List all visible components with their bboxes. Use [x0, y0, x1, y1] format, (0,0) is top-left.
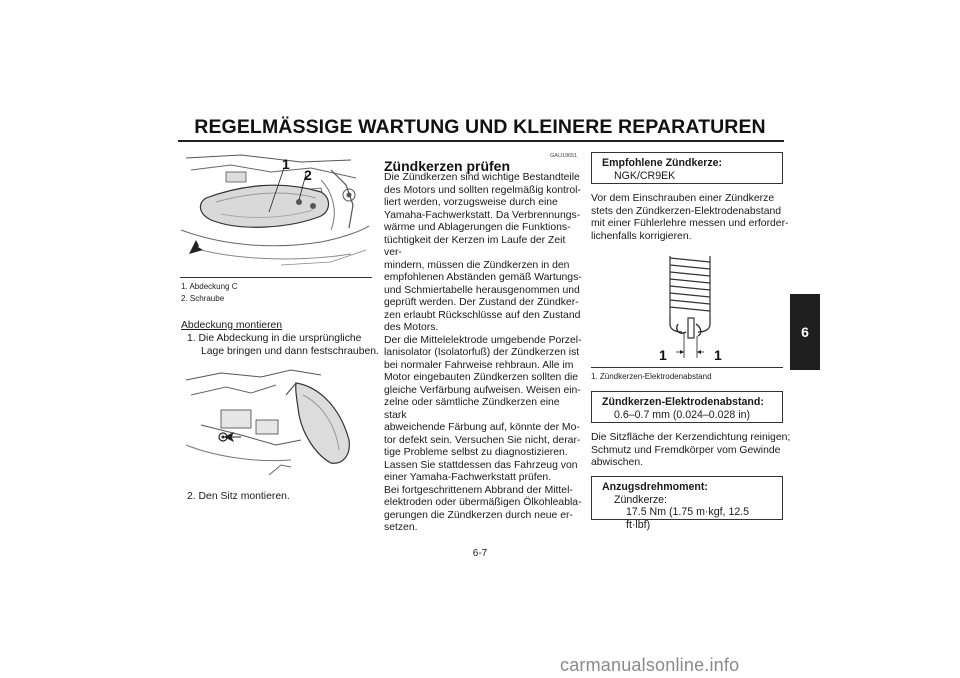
figure2-callout-1b: 1 — [714, 347, 722, 363]
paragraph-line: gerungen die Zündkerzen durch neue er- — [384, 509, 573, 521]
paragraph-line: abwischen. — [591, 457, 643, 468]
figure2-callout-1a: 1 — [659, 347, 667, 363]
paragraph-line: Vor dem Einschrauben einer Zündkerze — [591, 193, 775, 204]
paragraph-line: Yamaha-Fachwerkstatt. Da Verbrennungs- — [384, 209, 581, 221]
paragraph-line: des Motors und sollten regelmäßig kontrol- — [384, 184, 581, 196]
figure1-legend-2: 2. Schraube — [181, 294, 225, 303]
paragraph-line: Motor eingebauten Zündkerzen sollten die — [384, 372, 579, 383]
spec-box-label: Zündkerze: — [614, 493, 667, 506]
paragraph-line: geprüft werden. Der Zustand der Zündker- — [384, 297, 579, 308]
step-2: 2. Den Sitz montieren. — [187, 491, 290, 502]
spec-box-recommended-plug — [591, 152, 783, 184]
section-code: GAU19651 — [550, 153, 578, 159]
paragraph-line: mindern, müssen die Zündkerzen in den — [384, 259, 570, 271]
spec-box-electrode-gap — [591, 391, 783, 423]
paragraph-line: bei normaler Fahrweise rehbraun. Alle im — [384, 359, 574, 371]
spec-box-value: NGK/CR9EK — [614, 169, 676, 182]
spec-box-title: Empfohlene Zündkerze: — [602, 157, 723, 169]
spec-box-torque — [591, 476, 783, 531]
figure-spark-plug-gap — [640, 252, 740, 364]
paragraph-line: des Motors. — [384, 322, 439, 333]
paragraph-line: lichenfalls korrigieren. — [591, 230, 692, 242]
paragraph-line: Bei fortgeschrittenem Abbrand der Mittel- — [384, 484, 573, 496]
figure1-callout-1: 1 — [282, 156, 290, 172]
gap-instruction — [591, 193, 791, 243]
paragraph-line: empfohlenen Abständen gemäß Wartungs- — [384, 272, 582, 283]
spec-box-title: Anzugsdrehmoment: — [602, 481, 708, 493]
section-title: Zündkerzen prüfen — [384, 158, 511, 174]
paragraph-line: Lassen Sie stattdessen das Fahrzeug von — [384, 459, 578, 471]
figure-cover-mount — [181, 365, 369, 480]
paragraph-line: tige Probleme selbst zu diagnostizieren. — [384, 447, 568, 458]
step-1-line-1: 1. Die Abdeckung in die ursprüngliche — [187, 333, 362, 344]
paragraph-line: gleiche Verfärbung aufweisen. Weisen ein- — [384, 384, 581, 396]
header-rule — [178, 140, 784, 142]
subheading-cover-install: Abdeckung montieren — [181, 320, 283, 331]
spec-box-title: Zündkerzen-Elektrodenabstand: — [602, 396, 764, 408]
figure1-callout-2: 2 — [304, 167, 312, 183]
step-1-line-2: Lage bringen und dann festschrauben. — [201, 346, 379, 357]
paragraph-line: setzen. — [384, 522, 418, 533]
watermark: carmanualsonline.info — [560, 655, 740, 675]
cleaning-instruction — [591, 432, 791, 470]
paragraph-line: Die Sitzfläche der Kerzendichtung reinigen; — [591, 432, 791, 443]
paragraph-line: einer Yamaha-Fachwerkstatt prüfen. — [384, 472, 552, 483]
figure-cover-c — [181, 150, 369, 270]
paragraph-line: tüchtigkeit der Kerzen im Laufe der Zeit ver- — [384, 234, 566, 258]
paragraph-line: stets den Zündkerzen-Elektrodenabstand — [591, 205, 782, 217]
paragraph-line: Der die Mittelelektrode umgebende Porzel- — [384, 334, 582, 346]
paragraph-line: liert werden, vorzugsweise durch eine — [384, 197, 558, 208]
paragraph-line: Die Zündkerzen sind wichtige Bestandteile — [384, 172, 580, 183]
figure2-legend: 1. Zündkerzen-Elektrodenabstand — [591, 372, 712, 381]
page-header-title: REGELMÄSSIGE WARTUNG UND KLEINERE REPARATUREN — [194, 116, 766, 138]
spark-plug-illustration — [640, 252, 740, 364]
spec-box-value: 0.6–0.7 mm (0.024–0.028 in) — [614, 408, 751, 421]
paragraph-line: zen erlaubt Rückschlüsse auf den Zustand — [384, 309, 581, 321]
paragraph-line: tor defekt sein. Versuchen Sie nicht, derar- — [384, 434, 581, 446]
paragraph-line: abweichende Färbung auf, könnte der Mo- — [384, 422, 580, 433]
paragraph-line: und Schmiertabelle herausgenommen und — [384, 284, 580, 296]
paragraph-line: lanisolator (Isolatorfuß) der Zündkerzen ist — [384, 347, 580, 358]
chapter-tab[interactable]: 6 — [790, 294, 820, 370]
cover-mount-illustration — [181, 365, 369, 480]
paragraph-line: elektroden oder übermäßigen Ölkohleabla- — [384, 497, 582, 508]
paragraph-line: mit einer Fühlerlehre messen und erforder- — [591, 218, 789, 229]
page-number: 6-7 — [472, 548, 488, 559]
paragraph-line: zelne oder sämtliche Zündkerzen eine stark — [384, 397, 560, 421]
paragraph-line: Schmutz und Fremdkörper vom Gewinde — [591, 444, 781, 456]
figure1-rule — [180, 277, 372, 278]
paragraph-line: wärme und Ablagerungen die Funktions- — [384, 222, 571, 233]
spec-box-value: 17.5 Nm (1.75 m·kgf, 12.5 ft·lbf) — [626, 506, 750, 531]
figure1-legend-1: 1. Abdeckung C — [181, 282, 238, 291]
section-paragraph — [384, 172, 584, 535]
motorcycle-cover-illustration — [181, 150, 369, 270]
figure2-rule — [591, 367, 783, 368]
